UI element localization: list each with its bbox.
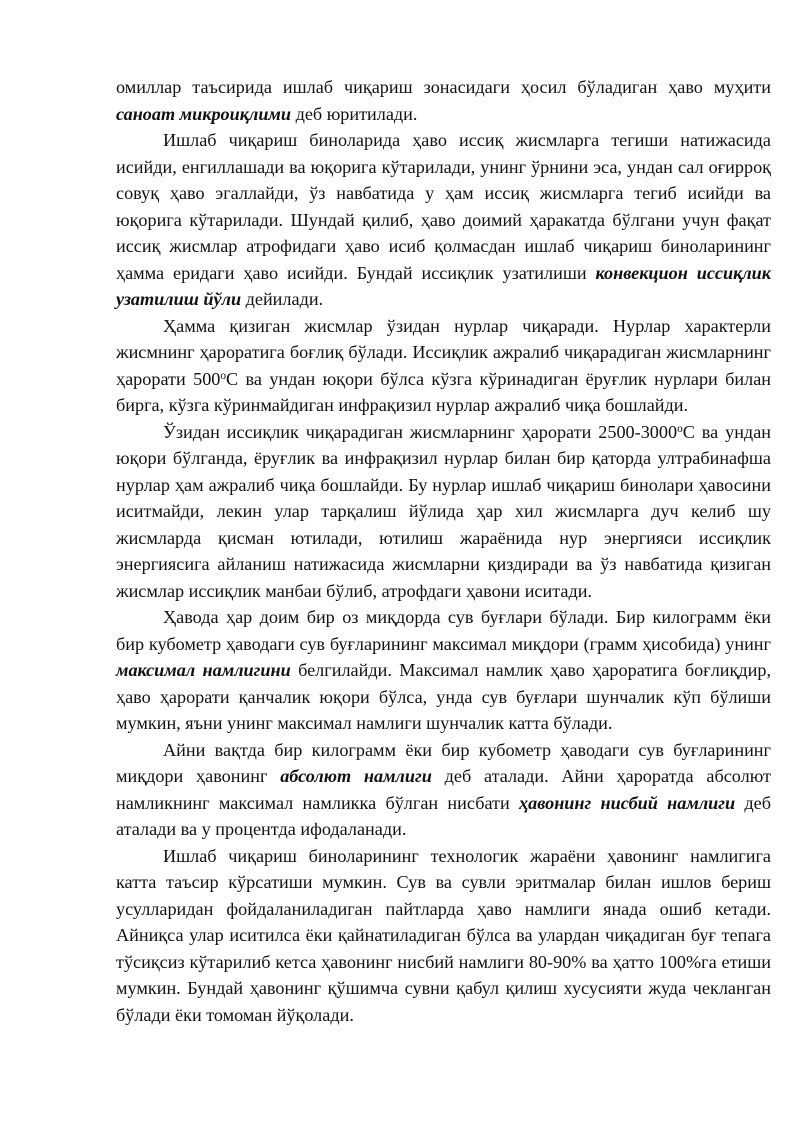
degree-superscript: о — [677, 422, 683, 435]
text-run: Ҳаводa ҳар доим бир оз миқдорда сув буғлари бўлади. Бир килограмм ёки бир кубометр ҳаводаги сув буғларининг максимал миқдори (грамм ҳисобида) унинг — [116, 607, 771, 654]
paragraph — [116, 313, 771, 419]
text-run: белгилайди. Максимал намлик ҳаво ҳароратига боғлиқдир, ҳаво ҳарорати қанчалик юқори бўлса, унда сув буғлари шунчалик кўп бўлиши мумкин, яъни унинг максимал намлиги шунчалик катта бўлади. — [116, 660, 772, 733]
text-run: Ишлаб чиқариш биноларининг технологик жараёни ҳавонинг намлигига катта таъсир кўрсатиши мумкин. Сув ва сувли эритмалар билан ишлов бериш усулларидан фойдаланиладиган пайтларда ҳаво намлиги янада ошиб кетади. Айниқса улар иситилса ёки қайнатиладиган бўлса ва улардан чиқадиган буғ тепага тўсиқсиз кўтарилиб кетса ҳавонинг нисбий намлиги 80-90% ва ҳатто 100%га етиши мумкин. Бундай ҳавонинг қўшимча сувни қабул қилиш хусусияти жуда чекланган бўлади ёки томоман йўқолади. — [116, 845, 771, 1025]
text-run: Ўзидан иссиқлик чиқарадиган жисмларнинг ҳарорати 2500-3000 — [163, 421, 678, 442]
paragraph — [116, 419, 771, 605]
document-page — [116, 74, 771, 1028]
term-relative-humidity: ҳавонинг нисбий намлиги — [519, 792, 736, 813]
text-run: деб аталади ва у процентда ифодаланади. — [116, 792, 771, 839]
text-run: С ва ундан юқори бўлса кўзга кўринадиган ёруғлик нурлари билан бирга, кўзга кўринмайдиган инфрақизил нурлар ажралиб чиқа бошлайди. — [116, 368, 772, 415]
paragraph — [116, 604, 771, 737]
term-absolute-humidity: абсолют намлиги — [280, 766, 432, 786]
text-run: омиллар таъсирида ишлаб чиқариш зонасидаги ҳосил бўладиган ҳаво муҳити — [116, 77, 771, 97]
term-convective-heat-transfer: конвекцион иссиқлик узатилиш йўли — [116, 262, 771, 309]
text-run: Ҳамма қизиган жисмлар ўзидан нурлар чиқаради. Нурлар характерли жисмнинг ҳароратига боғлиқ бўлади. Иссиқлик ажралиб чиқарадиган жисмларнинг ҳарорати 500 — [116, 315, 771, 389]
term-industrial-microclimate: саноат микроиқлими — [116, 103, 292, 124]
paragraph — [116, 127, 771, 313]
text-run: дейилади. — [241, 289, 324, 309]
paragraph — [116, 74, 771, 127]
text-run: деб аталади. Айни ҳароратда абсолют намликнинг максимал намликка бўлган нисбати — [116, 766, 772, 813]
text-run: С ва ундан юқори бўлганда, ёруғлик ва инфрақизил нурлар билан бир қаторда ултрабинафша нурлар ҳам ажралиб чиқа бошлайди. Бу нурлар ишлаб чиқариш бинолари ҳавосини иситмайди, лекин улар тарқалиш йўлида ҳар хил жисмларга дуч келиб шу жисмларда қисман ютилади, ютилиш жараёнида нур энергияси иссиқлик энергиясига айланиш натижасида жисмларни қиздиради ва ўз навбатида қизиган жисмлар иссиқлик манбаи бўлиб, атрофдаги ҳавони иситади. — [116, 421, 771, 601]
degree-superscript: о — [220, 369, 227, 382]
paragraph — [116, 737, 771, 843]
term-maximum-humidity: максимал намлигини — [116, 660, 291, 680]
paragraph — [116, 843, 771, 1029]
text-run: деб юритилади. — [291, 103, 418, 124]
text-run: Ишлаб чиқариш биноларида ҳаво иссиқ жисмларга тегиши натижасида исийди, енгиллашади ва юқорига кўтарилади, унинг ўрнини эса, ундан сал оғирроқ совуқ ҳаво эгаллайди, ўз навбатида у ҳам иссиқ жисмларга тегиб исийди ва юқорига кўтарилади. Шундай қилиб, ҳаво доимий ҳаракатда бўлгани учун фақат иссиқ жисмлар атрофидаги ҳаво исиб қолмасдан ишлаб чиқариш биноларининг ҳамма еридаги ҳаво исийди. Бундай иссиқлик узатилиши — [116, 130, 771, 283]
text-run: Айни вақтда бир килограмм ёки бир кубометр ҳаводаги сув буғларининг миқдори ҳавонинг — [116, 739, 771, 786]
